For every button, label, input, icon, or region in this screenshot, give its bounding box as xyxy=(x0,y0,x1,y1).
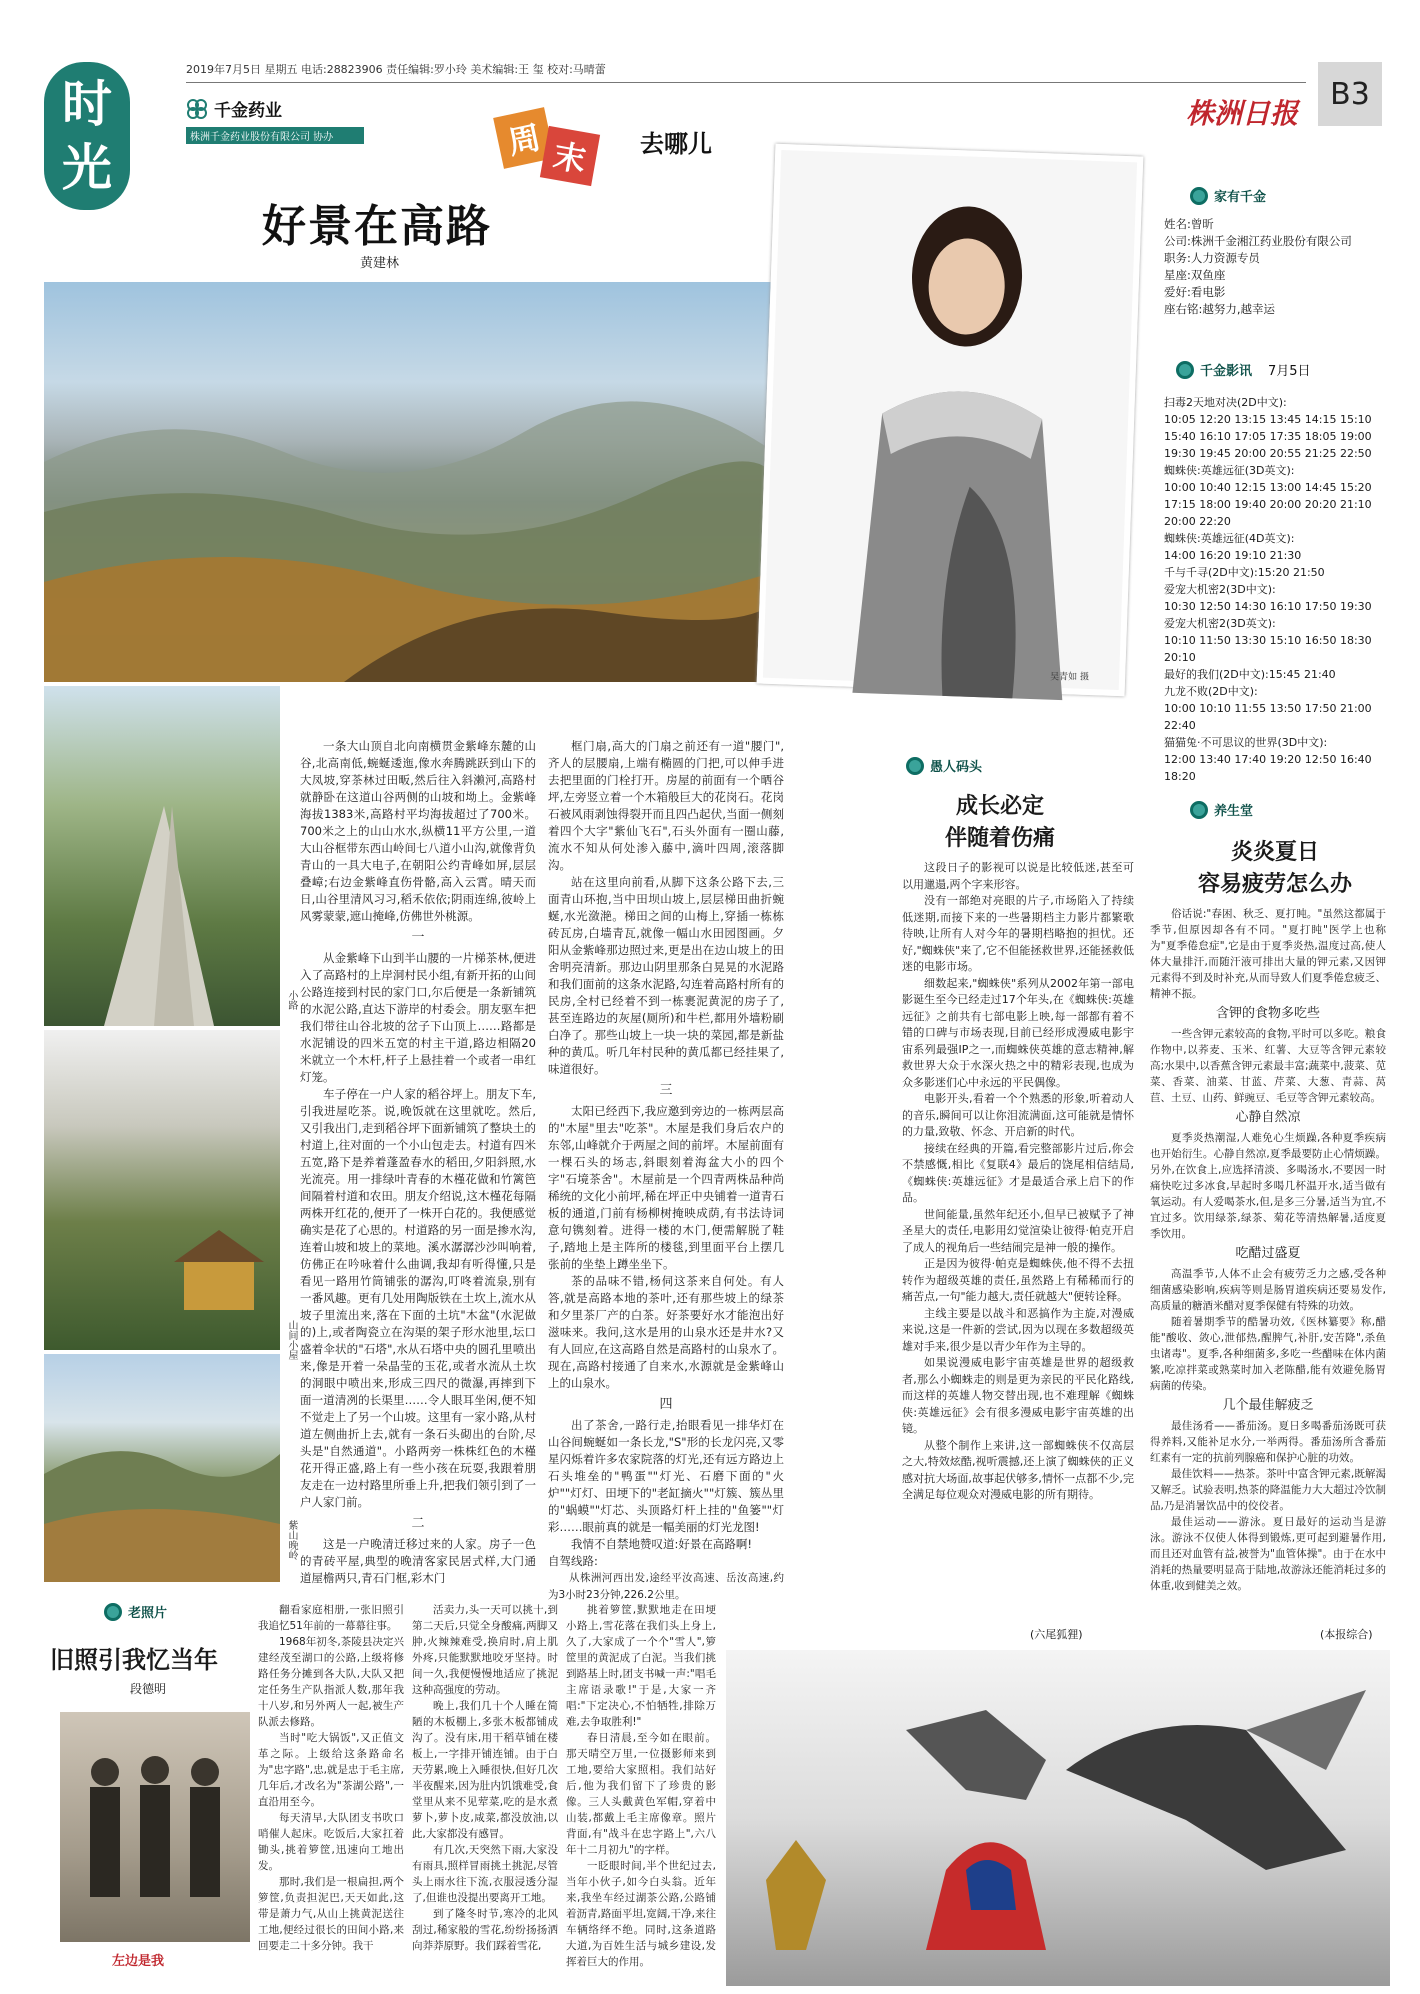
weekend-char2: 末 xyxy=(550,136,589,180)
schedule-line: 19:30 19:45 20:00 20:55 21:25 22:50 xyxy=(1164,447,1372,460)
schedule-line: 10:00 10:40 12:15 13:00 14:45 15:20 xyxy=(1164,481,1372,494)
schedule-line: 20:00 22:20 xyxy=(1164,515,1231,528)
schedule-line: 17:15 18:00 19:40 20:00 20:20 21:10 xyxy=(1164,498,1372,511)
movie-review-p: 细数起来,"蜘蛛侠"系列从2002年第一部电影诞生至今已经走过17个年头,在《蜘蛛侠:英雄远征》之前共有七部电影上映,每一部都有着不错的口碑与市场表现,目前已经形成漫威电影宇宙系列最强IP之一,而蜘蛛侠英雄的意志精神,解救世界大众于水深火热之中的精彩表现,也成为众多影迷们心中永远的平民偶像。 xyxy=(902,976,1134,1089)
main-col2c-p3: 自驾线路: xyxy=(548,1554,598,1568)
movie-review-tag-label: 愚人码头 xyxy=(930,760,983,775)
main-article-col2 xyxy=(548,738,784,1601)
old-photo-tag-icon xyxy=(104,1603,122,1621)
health-tag-icon xyxy=(1190,801,1208,819)
schedule-line: 18:20 xyxy=(1164,770,1196,783)
main-col2c-p4: 从株洲河西出发,途经平汝高速、岳汝高速,约为3小时23分钟,226.2公里。 xyxy=(548,1572,784,1601)
schedule-line: 最好的我们(2D中文):15:45 21:40 xyxy=(1164,668,1336,681)
old-photo-p: 每天清早,大队团支书吹口哨催人起床。吃饭后,大家扛着锄头,挑着箩筐,迅速向工地出发。 xyxy=(258,1812,404,1872)
profile-line: 爱好:看电影 xyxy=(1164,285,1226,299)
old-photo-p: 一眨眼时间,半个世纪过去,当年小伙子,如今白头翁。近年来,我坐车经过湖茶公路,公路铺着沥青,路面平坦,宽阔,干净,来往车辆络绎不绝。同时,这条道路大道,为百姓生活与城乡建设,发挥着巨大的作用。 xyxy=(566,1860,716,1968)
schedule-line: 爱宠大机密2(3D中文): xyxy=(1164,583,1276,596)
path-photo xyxy=(44,686,280,1026)
movie-review-title-line1: 成长必定 xyxy=(955,793,1044,819)
cinema-tag-label: 千金影讯 xyxy=(1200,364,1253,379)
section-badge-char2: 光 xyxy=(62,138,112,197)
main-section-1: 一 xyxy=(411,930,425,945)
health-subhead-3: 吃醋过盛夏 xyxy=(1235,1246,1301,1261)
health-p: 夏季炎热潮湿,人难免心生烦躁,各种夏季疾病也开始衍生。心静自然凉,夏季最要防止心情烦躁。另外,在饮食上,应选择清淡、多喝汤水,不要因一时痛快吃过多冰食,早起时多喝几杯温开水,适当做有氧运动。有人爱喝茶水,但,是多三分暑,适当为宜,不宜过多。饮用绿茶,绿茶、菊花等清热解暑,适度夏季饮用。 xyxy=(1150,1132,1386,1240)
portrait-photo xyxy=(757,144,1144,697)
profile-line: 星座:双鱼座 xyxy=(1164,268,1226,282)
health-title xyxy=(1150,836,1400,900)
movie-review-p: 从整个制作上来讲,这一部蜘蛛侠不仅高层之大,特效炫酷,视听震撼,还上演了蜘蛛侠的正义感对抗大场面,故事起伏够多,情怀一点都不少,完全满足每位观众对漫威电影的所有期待。 xyxy=(902,1438,1134,1501)
main-col1-p1: 一条大山顶自北向南横贯金紫峰东麓的山谷,北高南低,蜿蜒逶迤,像水奔腾跳跃到山下的大凤坡,穿茶林过田畈,然后往入斜濑河,高路村就静卧在这道山谷两侧的山坡和坳上。金紫峰海拔1383米,高路村平均海拔超过了700米。700米之上的山山水水,纵横11平方公里,一道大山谷框带东西山岭间七八道小山沟,就像背负青山的一具大电子,在朝阳公约青峰如屏,层层叠嶂;右边金紫峰直伤骨骼,高入云霄。晴天而日,山谷里清风习习,稻禾依依;阴雨连绵,彼岭上风雾蒙蒙,遮山掩峰,仿佛世外桃源。 xyxy=(300,739,536,923)
main-col1b-p1: 从金紫峰下山到半山腰的一片梯茶林,便进入了高路村的上岸洞村民小组,有新开拓的山间公路连接到村民的家门口,尔后便是一条新铺筑的水泥公路,直达下游岸的村委会。朋友驱车把我们带往山谷北坡的岔子下山顶上……路都是水泥铺设的四米五宽的村主干道,路边相隔20米就立一个木杆,杆子上悬挂着一个或者一串红灯笼。 xyxy=(300,951,536,1084)
profile-line: 姓名:曾昕 xyxy=(1164,217,1214,231)
health-tag-label: 养生堂 xyxy=(1214,804,1254,819)
movie-poster-image xyxy=(726,1650,1390,1986)
profile-line: 座右铭:越努力,越幸运 xyxy=(1164,302,1276,316)
main-col2b-p2: 茶的品味不错,杨伺这茶来自何处。有人答,就是高路本地的茶叶,还有那些坡上的绿茶和夕里茶厂产的白茶。好茶要好水才能泡出好滋味来。我问,这水是用的山泉水还是井水?又有人回应,在这高路自然是高路村的山泉水了。现在,高路村接通了自来水,水源就是金紫峰山上的山泉水。 xyxy=(548,1274,784,1390)
health-signature: (本报综合) xyxy=(1320,1628,1373,1641)
old-photo-author: 段德明 xyxy=(130,1682,167,1696)
movie-review-p: 接续在经典的开篇,看完整部影片过后,你会不禁感慨,相比《复联4》最后的饶尾相信结局,《蜘蛛侠:英雄远征》才是最适合承上启下的作品。 xyxy=(902,1141,1134,1204)
movie-review-tag xyxy=(906,756,982,775)
sponsor-name: 千金药业 xyxy=(214,101,282,121)
main-article-author: 黄建林 xyxy=(360,256,400,271)
main-col2-p2: 站在这里向前看,从脚下这条公路下去,三面青山环抱,当中田坝山坡上,层层梯田曲折蜿蜒,水光潋滟。梯田之间的山梅上,穿插一栋栋砖瓦房,白墙青瓦,就像一幅山水田园图画。夕阳从金紫峰那边照过来,更是出在边山坡上的田舍明亮清新。那边山阴里那条白晃晃的水泥路和我们面前的这条水泥路,勾连着高路村所有的民房,全村已经着不到一栋裹泥黄泥的房子了,甚至连路边的灰屋(厕所)和牛栏,都用外墙粉刷白净了。那些山坡上一块一块的菜园,都是新盐种的黄瓜。听几年村民种的黄瓜都已经挂果了,味道很好。 xyxy=(548,875,784,1076)
cinema-tag-icon xyxy=(1176,361,1194,379)
schedule-line: 九龙不败(2D中文): xyxy=(1164,685,1258,698)
health-p: 一些含钾元素较高的食物,平时可以多吃。粮食作物中,以荞麦、玉米、红薯、大豆等含钾元素较高;水果中,以香蕉含钾元素最丰富;蔬菜中,菠菜、苋菜、香菜、油菜、甘蓝、芹菜、大葱、青蒜、莴苣、土豆、山药、鲜豌豆、毛豆等含钾元素较高。 xyxy=(1150,1028,1386,1104)
old-photo-p: 翻看家庭相册,一张旧照引我追忆51年前的一幕幕往事。 xyxy=(258,1604,404,1632)
health-p: 最佳运动——游泳。夏日最好的运动当是游泳。游泳不仅使人体得到锻炼,更可起到避暑作用,而且还对血管有益,被誉为"血管体操"。由于在水中消耗的热量要明显高于陆地,故游泳还能消耗过多的体重,收到健美之效。 xyxy=(1150,1516,1386,1592)
main-col2c-p1: 出了茶舍,一路行走,抬眼看见一排华灯在山谷间蜿蜒如一条长龙,"S"形的长龙闪亮,又零星闪烁着许多农家院落的灯光,还有远方路边上石头堆垒的"鸭蛋""灯光、石磨下面的"火炉""灯灯、田埂下的"老缸摘火""灯簇、簇丛里的"蜗蟆""灯芯、头顶路灯杆上挂的"鱼篓""灯彩……眼前真的就是一幅美丽的灯光龙图! xyxy=(548,1418,784,1534)
movie-review-p: 主线主要是以战斗和恶搞作为主旋,对漫威来说,这是一件新的尝试,因为以现在多数超级英雄对手来,很少是以青少年作为主导的。 xyxy=(902,1306,1134,1353)
schedule-line: 蜘蛛侠:英雄远征(4D英文): xyxy=(1164,532,1295,545)
sponsor-block xyxy=(186,96,386,144)
old-photo-title: 旧照引我忆当年 xyxy=(50,1645,218,1674)
profile-tag-label: 家有千金 xyxy=(1214,190,1267,205)
profile-line: 职务:人力资源专员 xyxy=(1164,251,1260,265)
landscape-photo xyxy=(44,282,774,682)
cinema-date: 7月5日 xyxy=(1268,364,1311,379)
movie-review-tag-icon xyxy=(906,757,924,775)
schedule-line: 10:05 12:20 13:15 13:45 14:15 15:10 xyxy=(1164,413,1372,426)
cabin-photo xyxy=(44,1030,280,1350)
main-col2b-p1: 太阳已经西下,我应邀到旁边的一栋两层高的"木屋"里去"吃茶"。木屋是我们身后农户的东邻,山峰就介于两屋之间的前坪。木屋前面有一棵石头的场志,斜眼刻着海盆大小的四个字"石境茶舍"。木屋前是一个四青两株品种尚稀统的文化小前坪,稀在坪正中央铺着一道青石板的通道,门前有杨柳树掩映成荫,有书法诗词意句镌刻着。进得一楼的木门,便需解脱了鞋子,踏地上是主阵所的楼毯,到里面平台上摆几张前的坐垫上蹲坐坐下。 xyxy=(548,1104,784,1271)
paper-name: 株洲日报 xyxy=(1186,97,1299,130)
movie-review-title-line2: 伴随着伤痛 xyxy=(944,825,1055,851)
sponsor-logo-icon xyxy=(186,98,208,120)
movie-review-signature: (六尾狐狸) xyxy=(1030,1628,1083,1641)
header-rule xyxy=(186,82,1306,83)
main-col1b-p2: 车子停在一户人家的稻谷坪上。朋友下车,引我进屋吃茶。说,晚饭就在这里就吃。然后,又引我出门,走到稻谷坪下面新铺筑了整块土的村道上,往对面的一个小山包走去。村道有四米五宽,路下是养着蓬盈春水的稻田,夕阳斜照,水光流亮。用一排绿叶青春的木槿花做和竹篱笆间隔着村道和农田。朋友介绍说,这木槿花每隔两株开红花的,便开了一株开白花的。我便感觉确实是花了心思的。村道路的另一面是掺水沟,连着山坡和坡上的菜地。溪水潺潺沙沙叫响着,仿佛正在吟咏着什么曲调,我却有听得懂,只是看见一路用竹筒铺张的潺沟,叮咚着流泉,别有一番风趣。更有几处用陶版铁在土坎上,流水从坡子里流出来,落在下面的土坑"木盆"(水泥做的)上,或者陶瓷立在沟渠的架子形水池里,坛口盛着伞状的"石塔",水从石塔中央的圆孔里喷出来,像是开着一朵晶莹的玉花,或者水流从土坎的洞眼中喷出来,形成三四尺的微瀑,再摔到下面一道清冽的长渠里……令人眼耳坐闲,便不知不觉走上了另一个山坡。这里有一家小路,从村道左侧曲折上去,就有一条石头砌出的台阶,尽头是"自然通道"。小路两旁一株株红色的木槿花开得正盛,路上有一些小孩在玩耍,我跟着朋友走在一边村路里所垂上升,把我们领引到了一户人家门前。 xyxy=(300,1087,536,1509)
path-photo-caption: 小路 xyxy=(286,990,297,1010)
health-p: 随着暑期季节的酷暑功效,《医林纂要》称,醋能"酸收、敛心,泄郁热,醒脾气,补肝,安苦降",杀鱼虫诸毒"。夏季,各种细菌多,多吃一些醋味在体内菌繁,吃凉拌菜或熟菜时加入老陈醋,能有效避免肠胃病菌的传染。 xyxy=(1150,1316,1386,1392)
old-photo-tag-label: 老照片 xyxy=(128,1606,168,1621)
old-photo-tag xyxy=(104,1602,167,1621)
main-col1c-p1: 这是一户晚清迁移过来的人家。房子一色的青砖平屋,典型的晚清客家民居式样,大门通道屋檐两只,青石门框,彩木门 xyxy=(300,1537,536,1585)
health-title-line2: 容易疲劳怎么办 xyxy=(1197,871,1352,897)
weekend-stamp xyxy=(498,112,638,182)
main-section-4: 四 xyxy=(659,1397,673,1412)
old-photo-image xyxy=(60,1712,250,1942)
old-photo-col1 xyxy=(258,1602,404,1992)
weekend-char1: 周 xyxy=(504,118,545,162)
health-intro: 俗话说:"春困、秋乏、夏打盹。"虽然这都属于季节,但原因却各有不同。"夏打盹"医学上也称为"夏季倦怠症",它是由于夏季炎热,温度过高,使人体大量排汗,而随汗液可排出大量的钾元素,又因钾元素得不到及时补充,从而导致人们夏季倦怠疲乏、精神不振。 xyxy=(1150,908,1386,1000)
date-line: 2019年7月5日 星期五 电话:28823906 责任编辑:罗小玲 美术编辑:王 玺 校对:马晴蕾 xyxy=(186,63,606,76)
old-photo-p: 春日清晨,至今如在眼前。那天晴空万里,一位摄影师来到工地,要给大家照相。我们站好后,他为我们留下了珍贵的影像。三人头戴黄色军帽,穿着中山装,都戴上毛主席像章。照片背面,有"战斗在忠字路上",六八年十二月初九"的字样。 xyxy=(566,1732,716,1856)
main-section-2: 二 xyxy=(411,1516,425,1531)
photo-credit: 吴青如 摄 xyxy=(1050,672,1090,683)
profile-tag xyxy=(1190,186,1266,205)
movie-review-p: 电影开头,看着一个个熟悉的形象,听着动人的音乐,瞬间可以让你泪流满面,这可能就是情怀的力量,致敬、怀念、开启新的时代。 xyxy=(902,1092,1134,1138)
old-photo-p: 挑着箩筐,默默地走在田埂小路上,雪花落在我们头上身上,久了,大家成了一个个"雪人",箩筐里的黄泥成了白泥。当我们挑到路基上时,团支书喊一声:"唱毛主席语录歌!"于是,大家一齐唱:"下定决心,不怕牺牲,排除万难,去争取胜利!" xyxy=(566,1604,716,1728)
schedule-line: 10:00 10:10 11:55 13:50 17:50 21:00 xyxy=(1164,702,1372,715)
movie-review-p: 这段日子的影视可以说是比较低迷,甚至可以用邋遢,两个字来形容。 xyxy=(902,861,1134,891)
health-subhead-1: 含钾的食物多吃些 xyxy=(1215,1006,1320,1021)
schedule-line: 22:40 xyxy=(1164,719,1196,732)
schedule-line: 猫猫兔·不可思议的世界(3D中文): xyxy=(1164,736,1328,749)
schedule-line: 10:10 11:50 13:30 15:10 16:50 18:30 xyxy=(1164,634,1372,647)
old-photo-p: 晚上,我们几十个人睡在简陋的木板棚上,多张木板都铺成沟了。没有床,用干稻草铺在楼板上,一字排开铺连铺。由于白天劳累,晚上入睡很快,但好几次半夜醒来,因为肚内饥饿难受,食堂里从来不见荤菜,吃的是水煮萝卜,萝卜皮,咸菜,都没放油,以此,大家都没有感冒。 xyxy=(412,1700,558,1840)
health-subhead-4: 几个最佳解疲乏 xyxy=(1222,1398,1314,1413)
cabin-photo-caption: 山间小屋 xyxy=(286,1320,297,1360)
profile-tag-icon xyxy=(1190,187,1208,205)
page-code-text: B3 xyxy=(1330,76,1370,112)
main-col2c-p2: 我情不自禁地赞叹道:好景在高路啊! xyxy=(571,1537,752,1551)
ridge-photo xyxy=(44,1354,280,1582)
page-code xyxy=(1318,62,1382,126)
movie-review-p: 没有一部绝对亮眼的片子,市场陷入了持续低迷期,而接下来的一些暑期档主力影片都繁歌待映,让所有人对今年的暑期档略抱的担忧。还好,"蜘蛛侠"来了,它不但能拯救世界,还能拯救低迷的电影市场。 xyxy=(902,894,1134,973)
old-photo-p: 有几次,天突然下雨,大家没有雨具,照样冒雨挑土挑泥,尽管头上雨水往下流,衣服浸透分湿了,但谁也没提出要离开工地。 xyxy=(412,1844,558,1904)
health-body xyxy=(1150,906,1386,1626)
cinema-tag xyxy=(1176,360,1311,379)
movie-review-p: 正是因为彼得·帕克是蜘蛛侠,他不得不去扭转作为超级英雄的责任,虽然路上有稀稀而行的痛苦点,一句"能力越大,责任就越大"便转诠释。 xyxy=(902,1257,1134,1303)
schedule-line: 爱宠大机密2(3D英文): xyxy=(1164,617,1276,630)
old-photo-p: 当时"吃大锅饭",又正值文革之际。上级给这条路命名为"忠字路",忠,就是忠于毛主席,几年后,才改名为"茶湖公路",一直沿用至今。 xyxy=(258,1732,404,1808)
schedule-line: 15:40 16:10 17:05 17:35 18:05 19:00 xyxy=(1164,430,1372,443)
health-p: 高温季节,人体不止会有疲劳乏力之感,受各种细菌感染影响,疾病等则是肠胃道疾病还要易发作,高质量的糖酒米醋对夏季保健有特殊的功效。 xyxy=(1150,1268,1386,1312)
schedule-line: 12:00 13:40 17:40 19:20 12:50 16:40 xyxy=(1164,753,1372,766)
main-section-3: 三 xyxy=(659,1083,673,1098)
main-article-col1 xyxy=(300,738,536,1588)
health-tag xyxy=(1190,800,1253,819)
section-badge-char1: 时 xyxy=(62,74,112,133)
movie-review-title xyxy=(880,790,1120,854)
profile-line: 公司:株洲千金湘江药业股份有限公司 xyxy=(1164,234,1352,248)
profile-info xyxy=(1164,216,1394,318)
section-badge xyxy=(44,62,130,210)
health-subhead-2: 心静自然凉 xyxy=(1235,1110,1301,1125)
movie-review-p: 如果说漫威电影宇宙英雄是世界的超级救者,那么小蜘蛛走的则是更为亲民的平民化路线,而这样的英雄人物交替出现,也不难理解《蜘蛛侠:英雄远征》会有很多漫威电影宇宙英雄的出镜。 xyxy=(902,1356,1134,1435)
old-photo-caption: 左边是我 xyxy=(112,1954,165,1969)
old-photo-col2 xyxy=(412,1602,558,1992)
health-p: 最佳饮料——热茶。茶叶中富含钾元素,既解渴又解乏。试验表明,热茶的降温能力大大超过冷饮制品,乃是消暑饮品中的佼佼者。 xyxy=(1150,1468,1386,1512)
old-photo-p: 活卖力,头一天可以挑十,到第二天后,只觉全身酸痛,两脚又肿,火辣辣难受,换肩时,肩上肌外疼,只能默默地咬牙坚持。时间一久,我便慢慢地适应了挑泥这种高强度的劳动。 xyxy=(412,1604,558,1696)
schedule-line: 20:10 xyxy=(1164,651,1196,664)
old-photo-p: 1968年初冬,茶陵县决定兴建经茂至湖口的公路,上级将修路任务分摊到各大队,大队又把定任务生产队指派人数,那年我十八岁,和另外两人一起,被生产队派去修路。 xyxy=(258,1636,404,1728)
cinema-schedule xyxy=(1164,394,1404,785)
old-photo-p: 那时,我们是一根扁担,两个箩筐,负责担泥巴,天天如此,这带是萧力气,从山上挑黄泥送往工地,便经过很长的田间小路,来回要走二十多分钟。我干 xyxy=(258,1876,404,1952)
ridge-photo-caption: 紫山晚岭 xyxy=(286,1520,297,1560)
main-article-title: 好景在高路 xyxy=(262,201,492,252)
schedule-line: 扫毒2天地对决(2D中文): xyxy=(1164,396,1287,409)
movie-review-p: 世间能量,虽然年纪还小,但早已被赋予了神圣星大的责任,电影用幻觉渲染让彼得·帕克开启了成人的视角后一些结闹完是神一般的操作。 xyxy=(902,1207,1134,1254)
schedule-line: 10:30 12:50 14:30 16:10 17:50 19:30 xyxy=(1164,600,1372,613)
weekend-column-title: 去哪儿 xyxy=(640,129,712,158)
old-photo-p: 到了隆冬时节,寒冷的北风刮过,稀家般的雪花,纷纷扬扬洒向莽莽原野。我们踩着雪花, xyxy=(412,1908,558,1952)
schedule-line: 蜘蛛侠:英雄远征(3D英文): xyxy=(1164,464,1295,477)
schedule-line: 14:00 16:20 19:10 21:30 xyxy=(1164,549,1302,562)
movie-review-body xyxy=(902,860,1134,1620)
health-title-line1: 炎炎夏日 xyxy=(1230,839,1319,865)
health-p: 最佳汤肴——番茄汤。夏日多喝番茄汤既可获得养料,又能补足水分,一举两得。番茄汤所含番茄红素有一定的抗前列腺癌和保护心脏的功效。 xyxy=(1150,1420,1386,1464)
main-col2-p1: 框门扇,高大的门扇之前还有一道"腰门",齐人的层腰扇,上端有椭圆的门把,可以伸手进去把里面的门栓打开。房屋的前面有一个晒谷坪,左旁竖立着一个木箱般巨大的花岗石。花岗石被风雨剥蚀得裂开而且四凸起伏,当面一侧刻着四个大字"紫仙飞石",石头外面有一圈山藤,流水不知从何处渗入藤中,滴叶四周,滚落脚沟。 xyxy=(548,739,784,872)
schedule-line: 千与千寻(2D中文):15:20 21:50 xyxy=(1164,566,1325,579)
old-photo-col3 xyxy=(566,1602,716,1992)
sponsor-line: 株洲千金药业股份有限公司 协办 xyxy=(186,127,364,144)
